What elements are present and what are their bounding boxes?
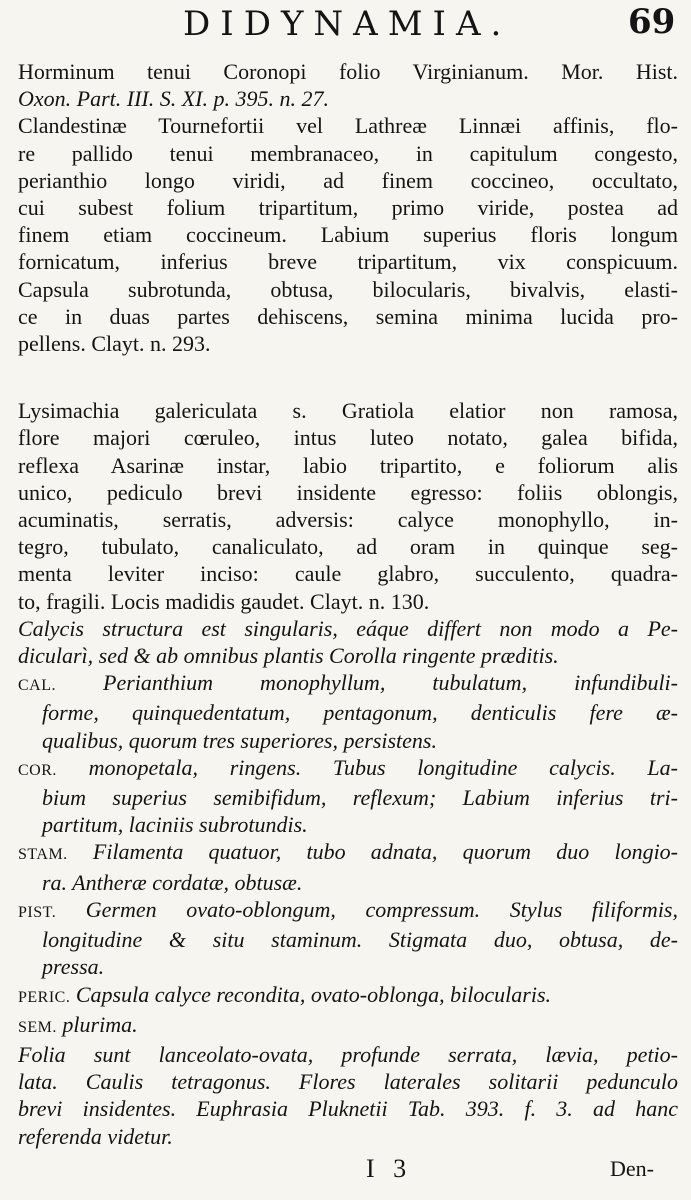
signature-mark: I 3 (366, 1154, 413, 1183)
entry-horminum (18, 58, 678, 357)
description-line: bium superius semibifidum, reflexum; Labium inferius tri- (42, 785, 678, 811)
description-label: PIST. (18, 903, 57, 921)
text-line: Oxon. Part. III. S. XI. p. 395. n. 27. (18, 86, 330, 112)
description-line: qualibus, quorum tres superiores, persistens. (42, 727, 437, 753)
description-label: SEM. (18, 1018, 57, 1036)
description-peric (18, 981, 678, 1011)
description-text: Germen ovato-oblongum, compressum. Stylus filiformis, (85, 896, 678, 922)
description-cor (18, 754, 678, 784)
text-line: acuminatis, serratis, adversis: calyce monophyllo, in- (18, 507, 678, 533)
closing-line: Folia sunt lanceolato-ovata, profunde serrata, lævia, petio- (18, 1041, 678, 1067)
catchword: Den- (610, 1156, 654, 1181)
text-line: tegro, tubulato, canaliculato, ad oram in quinque seg- (18, 534, 678, 560)
text-line: Lysimachia galericulata s. Gratiola elatior non ramosa, (18, 398, 678, 424)
description-pist (18, 896, 678, 926)
page-number: 69 (628, 2, 676, 42)
description-label: PERIC. (18, 988, 71, 1006)
closing-line: lata. Caulis tetragonus. Flores laterales solitarii pedunculo (18, 1069, 678, 1095)
description-line: longitudine & situ staminum. Stigmata duo, obtusa, de- (42, 927, 678, 953)
page-body (18, 58, 678, 1150)
text-line: ce in duas partes dehiscens, semina minima lucida pro- (18, 303, 678, 329)
description-text: plurima. (62, 1011, 138, 1037)
italic-line: Calycis structura est singularis, eáque differt non modo a Pe- (18, 615, 678, 641)
closing-line: referenda videtur. (18, 1123, 173, 1149)
page-footer (0, 1150, 691, 1190)
text-line: cui subest folium tripartitum, primo viride, postea ad (18, 195, 678, 221)
description-stam (18, 838, 678, 868)
closing-line: brevi insidentes. Euphrasia Pluknetii Tab. 393. f. 3. ad hanc (18, 1096, 678, 1122)
text-line: to, fragili. Locis madidis gaudet. Clayt. n. 130. (18, 588, 430, 614)
text-line: menta leviter inciso: caule glabro, succulento, quadra- (18, 561, 678, 587)
description-line: partitum, laciniis subrotundis. (42, 812, 308, 838)
page-header (0, 0, 691, 56)
text-line: Capsula subrotunda, obtusa, bilocularis, bivalvis, elasti- (18, 276, 678, 302)
description-text: Capsula calyce recondita, ovato-oblonga, bilocularis. (75, 981, 552, 1007)
text-line: re pallido tenui membranaceo, in capitulum congesto, (18, 140, 678, 166)
text-line: flore majori cœruleo, intus luteo notato, galea bifida, (18, 425, 678, 451)
description-label: STAM. (18, 846, 68, 864)
description-sem (18, 1011, 678, 1041)
description-text: monopetala, ringens. Tubus longitudine calycis. La- (88, 754, 678, 780)
paragraph-gap (18, 357, 678, 397)
description-text: Filamenta quatuor, tubo adnata, quorum duo longio- (92, 839, 679, 865)
text-line: finem etiam coccineum. Labium superius floris longum (18, 222, 678, 248)
text-line: unico, pediculo brevi insidente egresso: foliis oblongis, (18, 479, 678, 505)
description-line: ra. Antheræ cordatæ, obtusæ. (42, 869, 303, 895)
text-line: pellens. Clayt. n. 293. (18, 331, 211, 357)
description-line: forme, quinquedentatum, pentagonum, denticulis fere æ- (42, 700, 678, 726)
description-label: COR. (18, 761, 57, 779)
description-label: CAL. (18, 677, 56, 695)
text-line: Clandestinæ Tournefortii vel Lathreæ Linnæi affinis, flo- (18, 113, 678, 139)
italic-line: dicularì, sed & ab omnibus plantis Corolla ringente præditis. (18, 643, 559, 669)
text-line: Horminum tenui Coronopi folio Virginianum. Mor. Hist. (18, 59, 678, 84)
description-text: Perianthium monophyllum, tubulatum, infundibuli- (103, 670, 678, 696)
text-line: reflexa Asarinæ instar, labio tripartito, e foliorum alis (18, 452, 678, 478)
description-cal (18, 669, 678, 699)
entry-lysimachia (18, 397, 678, 1149)
running-head: DIDYNAMIA. (183, 4, 512, 44)
text-line: perianthio longo viridi, ad finem coccineo, occultato, (18, 167, 678, 193)
text-line: fornicatum, inferius breve tripartitum, vix conspicuum. (18, 249, 678, 275)
description-line: pressa. (42, 954, 105, 980)
